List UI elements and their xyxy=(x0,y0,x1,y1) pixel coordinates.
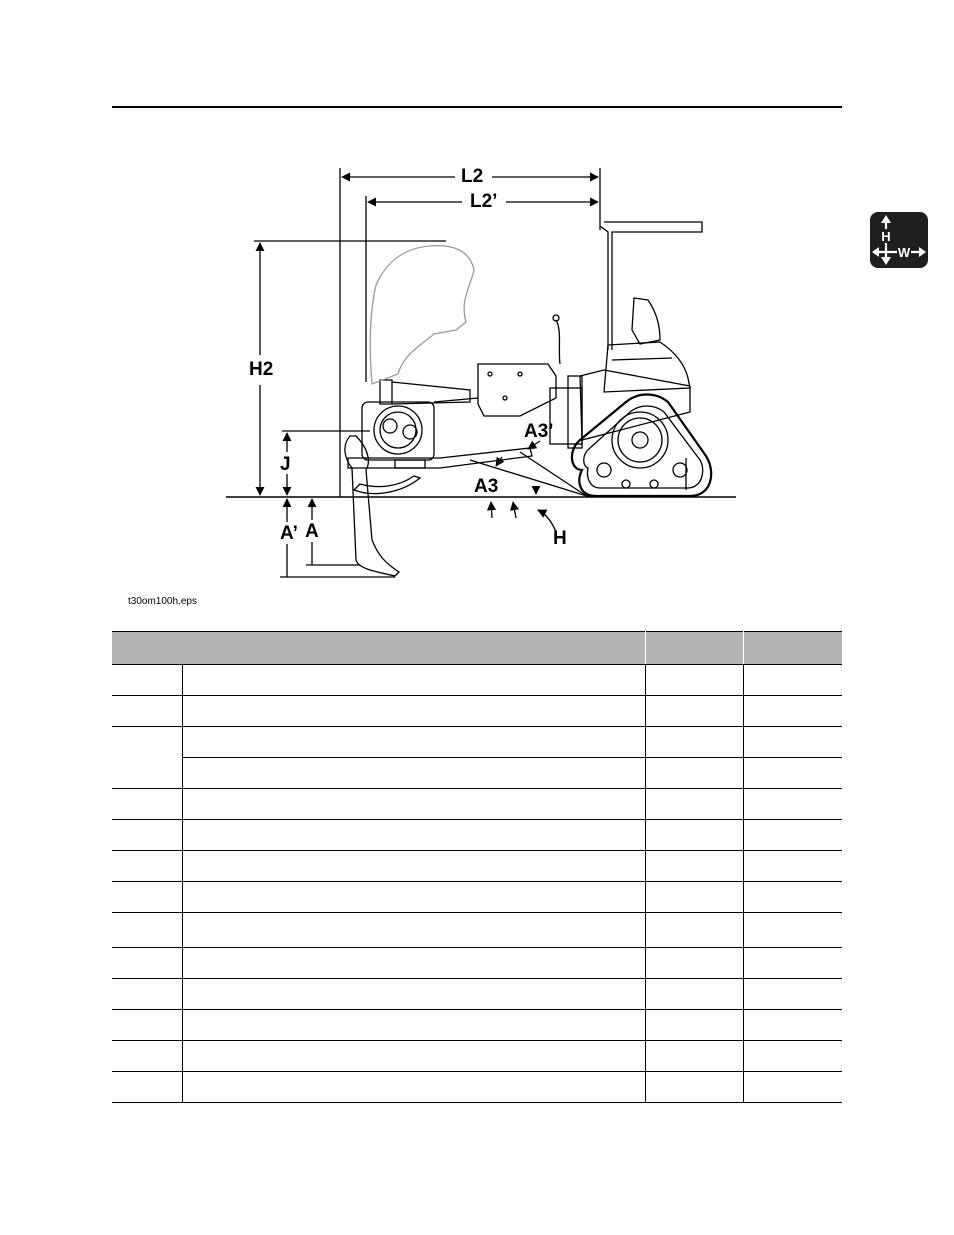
row-value-1 xyxy=(645,727,743,758)
table-header-description xyxy=(112,632,645,665)
row-code xyxy=(112,727,182,789)
row-value-2 xyxy=(743,979,842,1010)
table-row xyxy=(112,789,842,820)
row-description xyxy=(182,820,645,851)
table-row xyxy=(112,979,842,1010)
table-row xyxy=(112,1072,842,1103)
row-value-2 xyxy=(743,948,842,979)
table-row xyxy=(112,882,842,913)
table-row xyxy=(112,851,842,882)
row-value-1 xyxy=(645,820,743,851)
row-value-1 xyxy=(645,789,743,820)
row-code xyxy=(112,789,182,820)
row-value-1 xyxy=(645,948,743,979)
row-value-1 xyxy=(645,913,743,948)
row-description xyxy=(182,948,645,979)
table-row xyxy=(112,1041,842,1072)
table-header-row xyxy=(112,632,842,665)
row-description xyxy=(182,1041,645,1072)
row-description xyxy=(182,665,645,696)
table-row xyxy=(112,696,842,727)
table-row xyxy=(112,913,842,948)
dimension-label-h2: H2 xyxy=(249,359,274,380)
row-value-1 xyxy=(645,665,743,696)
row-value-2 xyxy=(743,913,842,948)
row-description xyxy=(182,758,645,789)
dimension-label-l2: L2 xyxy=(461,166,484,187)
row-value-1 xyxy=(645,979,743,1010)
row-value-2 xyxy=(743,758,842,789)
dimension-label-a3: A3 xyxy=(474,476,499,497)
table-row xyxy=(112,665,842,696)
dimension-label-l2-prime: L2’ xyxy=(470,191,498,212)
dimension-label-a: A xyxy=(305,521,319,542)
figure-file-caption: t30om100h.eps xyxy=(128,596,197,607)
table-row xyxy=(112,1010,842,1041)
row-code xyxy=(112,665,182,696)
row-value-2 xyxy=(743,727,842,758)
row-value-1 xyxy=(645,1010,743,1041)
row-code xyxy=(112,979,182,1010)
dimension-label-a3-prime: A3’ xyxy=(524,421,554,442)
row-description xyxy=(182,696,645,727)
dimension-label-j: J xyxy=(280,454,291,475)
row-value-2 xyxy=(743,665,842,696)
row-code xyxy=(112,1010,182,1041)
tab-h-label: H xyxy=(881,229,891,244)
tab-w-label: W xyxy=(897,245,911,260)
row-description xyxy=(182,913,645,948)
row-value-2 xyxy=(743,1010,842,1041)
table-row xyxy=(112,758,842,789)
row-description xyxy=(182,1010,645,1041)
row-description xyxy=(182,1072,645,1103)
row-value-2 xyxy=(743,820,842,851)
row-value-1 xyxy=(645,1072,743,1103)
row-code xyxy=(112,696,182,727)
row-value-1 xyxy=(645,851,743,882)
dimension-label-h: H xyxy=(553,528,567,549)
table-row xyxy=(112,727,842,758)
row-value-2 xyxy=(743,696,842,727)
row-value-1 xyxy=(645,882,743,913)
row-value-1 xyxy=(645,696,743,727)
row-code xyxy=(112,913,182,948)
row-code xyxy=(112,1072,182,1103)
row-value-2 xyxy=(743,1041,842,1072)
row-code xyxy=(112,948,182,979)
row-description xyxy=(182,727,645,758)
row-description xyxy=(182,851,645,882)
table-header-value-2 xyxy=(743,632,842,665)
row-description xyxy=(182,882,645,913)
row-value-1 xyxy=(645,758,743,789)
row-value-2 xyxy=(743,882,842,913)
row-code xyxy=(112,1041,182,1072)
machine-dimension-diagram xyxy=(0,0,954,600)
row-value-1 xyxy=(645,1041,743,1072)
table-row xyxy=(112,820,842,851)
row-value-2 xyxy=(743,851,842,882)
row-code xyxy=(112,851,182,882)
table-row xyxy=(112,948,842,979)
table-header-value-1 xyxy=(645,632,743,665)
row-code xyxy=(112,820,182,851)
row-value-2 xyxy=(743,789,842,820)
row-code xyxy=(112,882,182,913)
row-description xyxy=(182,789,645,820)
dimension-spec-table xyxy=(112,631,842,1103)
row-value-2 xyxy=(743,1072,842,1103)
dimension-label-a-prime: A’ xyxy=(280,523,298,544)
row-description xyxy=(182,979,645,1010)
